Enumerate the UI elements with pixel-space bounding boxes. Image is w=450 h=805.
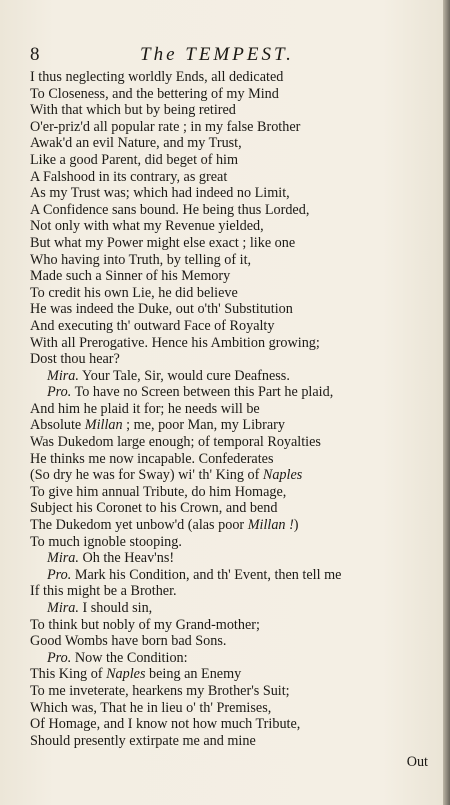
italic-proper-noun: Naples [262,467,303,484]
catchword: Out [406,754,428,770]
line-text: Who having into Truth, by telling of it, [30,251,252,268]
text-line [30,368,402,385]
line-text: Was Dukedom large enough; of temporal Royalties [30,434,321,451]
speech-text: I should sin, [78,600,153,616]
line-text: To me inveterate, hearkens my Brother's Suit; [30,682,290,699]
page-number: 8 [30,44,40,65]
speech-text: Now the Condition: [71,649,188,666]
text-line [30,185,402,202]
text-line [30,318,402,335]
speaker-name: Pro. [47,566,72,583]
italic-proper-noun: Millan [84,417,123,434]
line-text: ; me, poor Man, my Library [122,417,285,434]
text-line [30,384,402,401]
line-text: ) [293,517,299,534]
line-text: A Falshood in its contrary, as great [30,168,228,185]
text-line [30,235,402,252]
text-line [30,301,402,318]
line-text: To think but nobly of my Grand-mother; [30,616,260,633]
page-header [30,44,410,66]
text-line [30,152,402,169]
speech-text: Mark his Condition, and th' Event, then tell me [71,566,342,583]
text-line [30,716,402,733]
text-line [30,252,402,269]
line-text: Made such a Sinner of his Memory [30,268,231,285]
speech-text: Oh the Heav'ns! [78,550,175,567]
line-text: To much ignoble stooping. [30,533,182,550]
text-line [30,534,402,551]
line-text: Of Homage, and I know not how much Tribute, [30,716,301,733]
line-text: The Dukedom yet unbow'd (alas poor [30,517,248,534]
text-line [30,401,402,418]
text-line [30,351,402,368]
line-text: To credit his own Lie, he did believe [30,284,238,301]
text-line [30,102,402,119]
speaker-name: Pro. [47,384,72,401]
line-text: Absolute [30,417,85,434]
line-text: And executing th' outward Face of Royalty [30,317,275,334]
text-line [30,650,402,667]
italic-proper-noun: Naples [106,666,146,683]
line-text: To give him annual Tribute, do him Homage, [30,483,287,500]
text-line [30,218,402,235]
text-line [30,335,402,352]
line-text: (So dry he was for Sway) wi' th' King of [30,467,263,484]
line-text: Good Wombs have born bad Sons. [30,633,227,650]
line-text: O'er-priz'd all popular rate ; in my false Brother [30,118,301,135]
line-text: To Closeness, and the bettering of my Mind [30,85,279,102]
line-text: With all Prerogative. Hence his Ambition growing; [30,334,320,351]
text-line [30,683,402,700]
line-text: Dost thou hear? [30,351,120,368]
speech-text: To have no Screen between this Part he plaid, [71,384,334,401]
line-text: Like a good Parent, did beget of him [30,151,239,168]
line-text: Should presently extirpate me and mine [30,732,256,749]
line-text: As my Trust was; which had indeed no Limit, [30,185,290,202]
line-text: He was indeed the Duke, out o'th' Substitution [30,301,293,318]
running-title: The TEMPEST. [140,44,294,65]
text-line [30,733,402,750]
line-text: Not only with what my Revenue yielded, [30,218,264,235]
text-line [30,417,402,434]
text-line [30,600,402,617]
line-text: If this might be a Brother. [30,583,177,600]
line-text: He thinks me now incapable. Confederates [30,450,274,467]
text-line [30,550,402,567]
text-line [30,617,402,634]
text-line [30,119,402,136]
italic-proper-noun: Millan ! [247,517,294,534]
line-text: being an Enemy [145,666,242,683]
text-line [30,268,402,285]
text-line [30,169,402,186]
text-line [30,86,402,103]
text-line [30,135,402,152]
speech-text: Your Tale, Sir, would cure Deafness. [78,367,290,384]
text-line [30,69,402,86]
text-line [30,700,402,717]
text-block [30,69,402,749]
speaker-name: Mira. [47,600,79,616]
line-text: With that which but by being retired [30,102,236,119]
line-text: This King of [30,666,107,683]
text-line [30,666,402,683]
text-line [30,285,402,302]
text-line [30,467,402,484]
text-line [30,202,402,219]
text-line [30,500,402,517]
line-text: Which was, That he in lieu o' th' Premises, [30,699,272,716]
text-line [30,567,402,584]
text-line [30,633,402,650]
line-text: A Confidence sans bound. He being thus Lorded, [30,201,310,218]
text-line [30,434,402,451]
speaker-name: Mira. [47,367,79,384]
page-gutter-shadow [443,0,450,805]
line-text: I thus neglecting worldly Ends, all dedicated [30,69,284,85]
speaker-name: Pro. [47,649,72,666]
line-text: And him he plaid it for; he needs will be [30,400,260,417]
speaker-name: Mira. [47,550,79,567]
line-text: But what my Power might else exact ; like one [30,234,296,251]
text-line [30,451,402,468]
text-line [30,583,402,600]
text-line [30,517,402,534]
text-line [30,484,402,501]
line-text: Awak'd an evil Nature, and my Trust, [30,135,242,152]
line-text: Subject his Coronet to his Crown, and bend [30,500,278,517]
